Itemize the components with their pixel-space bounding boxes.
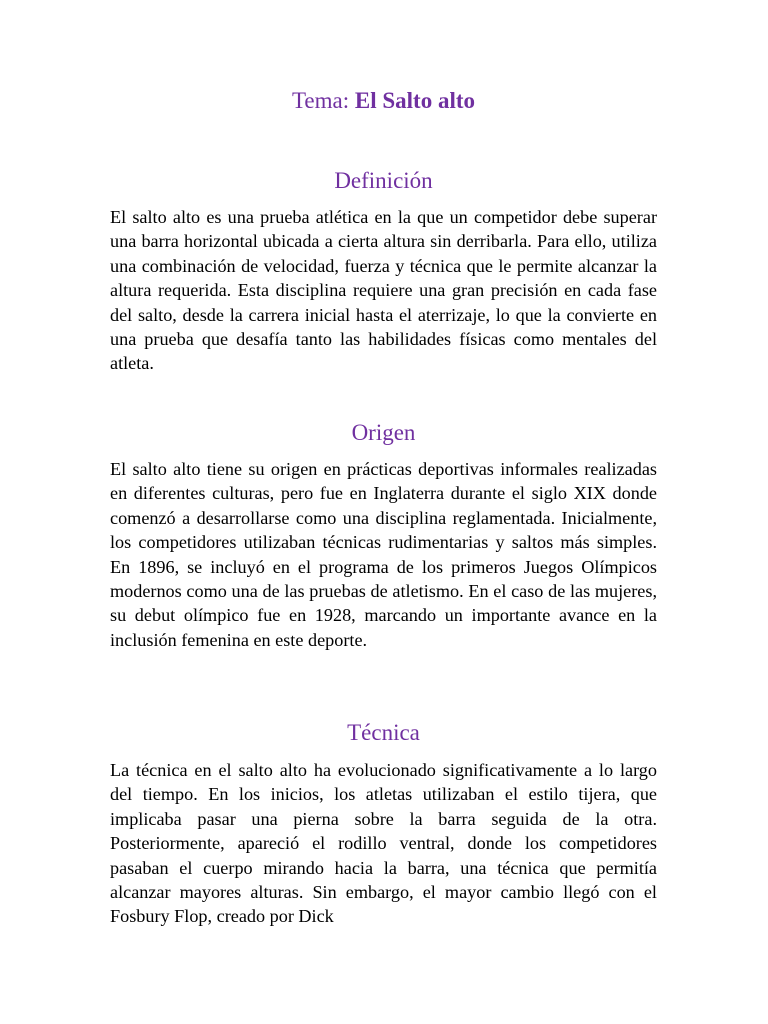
section-heading-definicion: Definición <box>334 168 433 193</box>
title-main: El Salto alto <box>354 88 475 113</box>
title-prefix: Tema: <box>291 88 355 113</box>
section-body-origen: El salto alto tiene su origen en prácticas deportivas informales realizadas en diferentes culturas, pero fue en Inglaterra durante el siglo XIX donde comenzó a desarrollarse como una disciplina reglamentada. Inicialmente, los competidores utilizaban técnicas rudimentarias y saltos más simples. En 1896, se incluyó en el programa de los primeros Juegos Olímpicos modernos como una de las pruebas de atletismo. En el caso de las mujeres, su debut olímpico fue en 1928, marcando un importante avance en la inclusión femenina en este deporte. <box>110 459 657 650</box>
document-title <box>110 86 657 116</box>
section-heading-tecnica: Técnica <box>347 720 420 745</box>
section-body-tecnica: La técnica en el salto alto ha evolucionado significativamente a lo largo del tiempo. En los inicios, los atletas utilizaban el estilo tijera, que implicaba pasar una pierna sobre la barra seguida de la otra. Posteriormente, apareció el rodillo ventral, donde los competidores pasaban el cuerpo mirando hacia la barra, una técnica que permitía alcanzar mayores alturas. Sin embargo, el mayor cambio llegó con el Fosbury Flop, creado por Dick <box>110 760 657 927</box>
section-body-definicion: El salto alto es una prueba atlética en la que un competidor debe superar una barra horizontal ubicada a cierta altura sin derribarla. Para ello, utiliza una combinación de velocidad, fuerza y técnica que le permite alcanzar la altura requerida. Esta disciplina requiere una gran precisión en cada fase del salto, desde la carrera inicial hasta el aterrizaje, lo que la convierte en una prueba que desafía tanto las habilidades físicas como mentales del atleta. <box>110 207 657 374</box>
section-heading-origen: Origen <box>351 420 416 445</box>
